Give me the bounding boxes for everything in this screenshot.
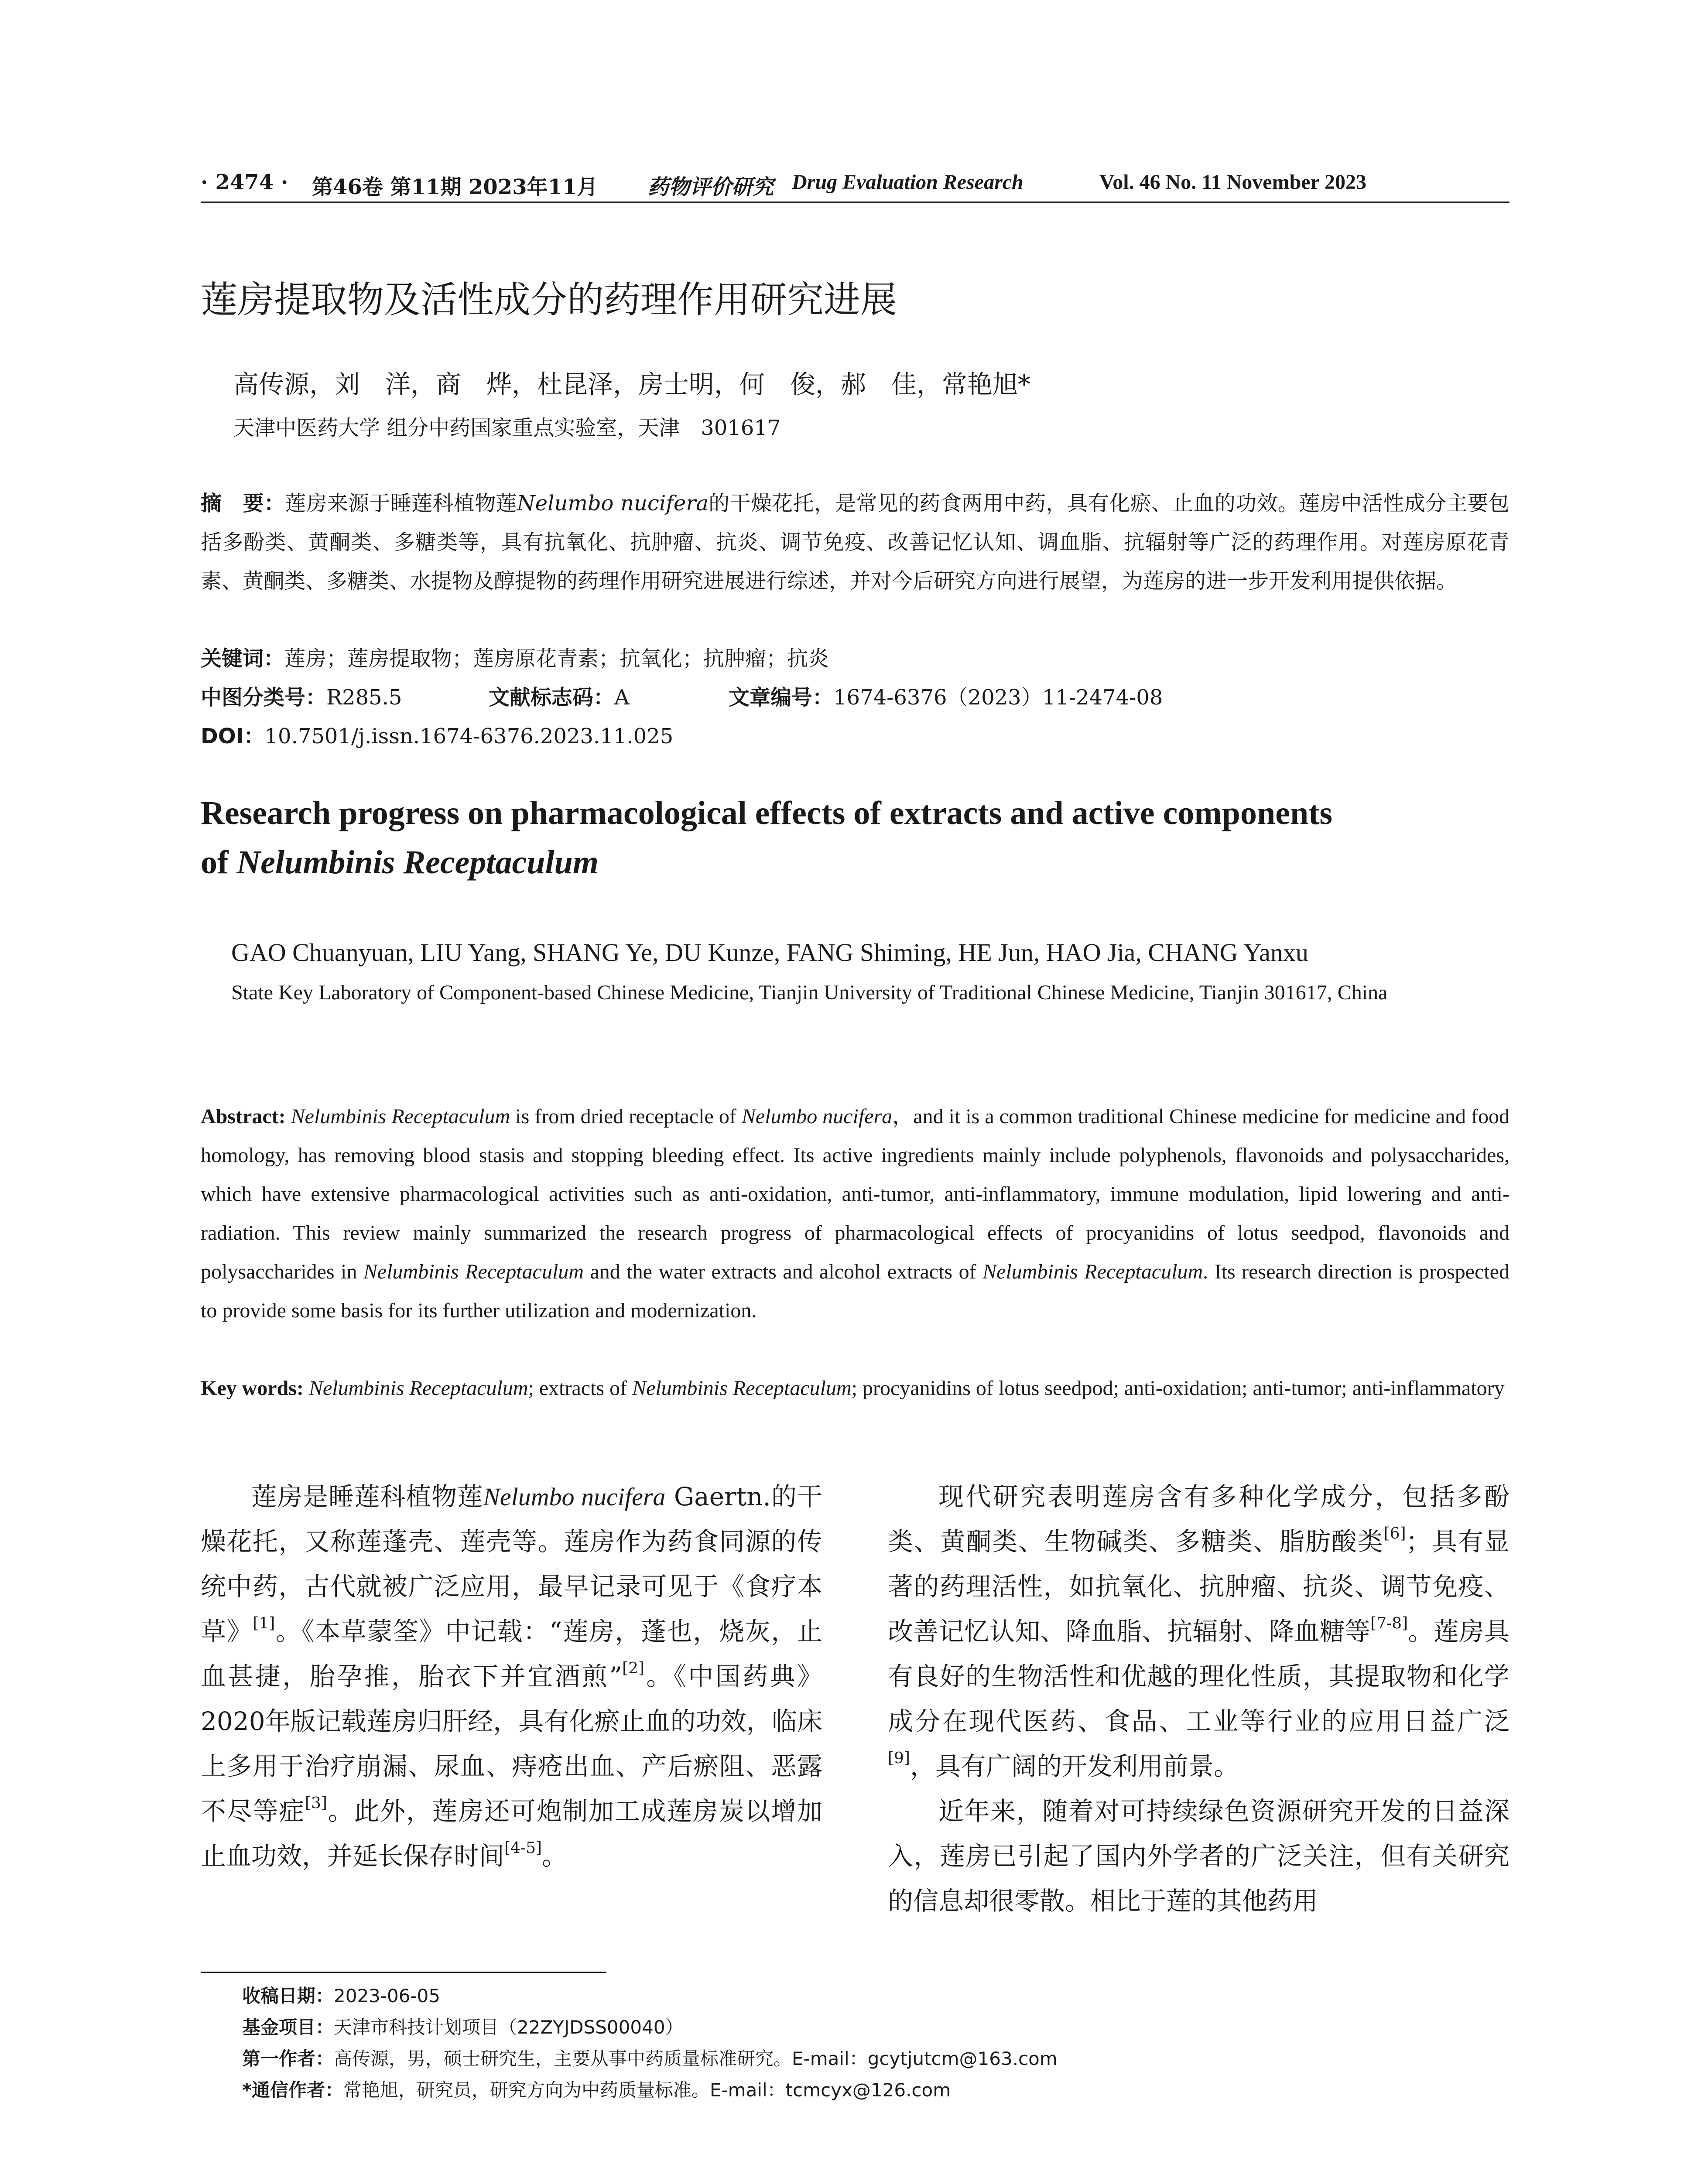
- clc-number: 中图分类号：R285.5: [201, 685, 402, 710]
- classification-line: [201, 678, 1509, 717]
- body-paragraph: 近年来，随着对可持续绿色资源研究开发的日益深入，莲房已引起了国内外学者的广泛关注，但有关研究的信息却很零散。相比于莲的其他药用: [888, 1796, 1509, 1916]
- body-paragraph: 莲房是睡莲科植物莲Nelumbo nucifera Gaertn.的干燥花托，又称莲蓬壳、莲壳等。莲房作为药食同源的传统中药，古代就被广泛应用，最早记录可见于《食疗本草》[1]。《本草蒙筌》中记载：“莲房，蓬也，烧灰，止血甚捷，胎孕推，胎衣下并宜酒煎”[2]。《中国药典》2020年版记载莲房归肝经，具有化瘀止血的功效，临床上多用于治疗崩漏、尿血、痔疮出血、产后瘀阻、恶露不尽等症[3]。此外，莲房还可炮制加工成莲房炭以增加止血功效，并延长保存时间[4-5]。: [201, 1482, 822, 1871]
- footnote-corresponding-author: *通信作者：常艳旭，研究员，研究方向为中药质量标准。E-mail：tcmcyx@126.com: [242, 2079, 951, 2101]
- footnote-received: 收稿日期：2023-06-05: [242, 1985, 441, 2007]
- footnote-rule: [201, 1972, 606, 1973]
- author-list-en: GAO Chuanyuan, LIU Yang, SHANG Ye, DU Kunze, FANG Shiming, HE Jun, HAO Jia, CHANG Yanxu: [231, 938, 1308, 967]
- body-column-right: [888, 1474, 1509, 1924]
- keywords-en: Key words: Nelumbinis Receptaculum; extracts of Nelumbinis Receptaculum; procyanidins of lotus seedpod; anti-oxidation; anti-tumor; anti-inflammatory: [201, 1377, 1505, 1400]
- article-title-en: Research progress on pharmacological effects of extracts and active components of Nelumbinis Receptaculum: [201, 795, 1333, 881]
- document-code: 文献标志码：A: [489, 685, 630, 710]
- citation-ref: [3]: [305, 1794, 327, 1812]
- citation-ref: [1]: [253, 1614, 275, 1633]
- abstract-zh: 摘 要：莲房来源于睡莲科植物莲Nelumbo nucifera的干燥花托，是常见的药食两用中药，具有化瘀、止血的功效。莲房中活性成分主要包括多酚类、黄酮类、多糖类等，具有抗氧化、抗肿瘤、抗炎、调节免疫、改善记忆认知、调血脂、抗辐射等广泛的药理作用。对莲房原花青素、黄酮类、多糖类、水提物及醇提物的药理作用研究进展进行综述，并对今后研究方向进行展望，为莲房的进一步开发利用提供依据。: [201, 491, 1509, 593]
- body-paragraph: 现代研究表明莲房含有多种化学成分，包括多酚类、黄酮类、生物碱类、多糖类、脂肪酸类[6]；具有显著的药理活性，如抗氧化、抗肿瘤、抗炎、调节免疫、改善记忆认知、降血脂、抗辐射、降血糖等[7-8]。莲房具有良好的生物活性和优越的理化性质，其提取物和化学成分在现代医药、食品、工业等行业的应用日益广泛[9]，具有广阔的开发利用前景。: [888, 1482, 1509, 1781]
- keywords-zh: 关键词：莲房；莲房提取物；莲房原花青素；抗氧化；抗肿瘤；抗炎: [201, 646, 829, 671]
- abstract-zh-label: 摘 要：: [201, 491, 285, 516]
- keywords-zh-label: 关键词：: [201, 646, 285, 671]
- citation-ref: [4-5]: [504, 1839, 542, 1857]
- article-title-zh: 莲房提取物及活性成分的药理作用研究进展: [201, 278, 897, 321]
- issue-info-zh: 第46卷 第11期 2023年11月: [312, 175, 598, 199]
- citation-ref: [2]: [622, 1659, 644, 1678]
- header-rule: [201, 202, 1509, 203]
- body-column-left: [201, 1474, 822, 1879]
- issue-info-en: Vol. 46 No. 11 November 2023: [1099, 171, 1366, 194]
- keywords-en-label: Key words:: [201, 1377, 304, 1400]
- journal-logo-zh: 药物评价研究: [648, 175, 774, 199]
- affiliation-zh: 天津中医药大学 组分中药国家重点实验室，天津 301617: [233, 416, 781, 440]
- running-header: [201, 170, 1509, 201]
- doi-label: DOI：: [201, 724, 265, 749]
- latin-name: Nelumbinis Receptaculum: [236, 844, 599, 881]
- affiliation-en: State Key Laboratory of Component-based Chinese Medicine, Tianjin University of Traditional Chinese Medicine, Tianjin 301617, China: [231, 981, 1388, 1004]
- journal-name-en: Drug Evaluation Research: [792, 171, 1023, 194]
- doi-value: 10.7501/j.issn.1674-6376.2023.11.025: [264, 724, 674, 749]
- author-list-zh: 高传源，刘 洋，商 烨，杜昆泽，房士明，何 俊，郝 佳，常艳旭*: [233, 369, 1031, 399]
- doi: [201, 717, 673, 756]
- footnote-first-author: 第一作者：高传源，男，硕士研究生，主要从事中药质量标准研究。E-mail：gcytjutcm@163.com: [242, 2048, 1058, 2069]
- citation-ref: [6]: [1383, 1525, 1406, 1543]
- species-name: Nelumbo nucifera: [517, 491, 709, 516]
- footnotes: [242, 1980, 1507, 2106]
- article-number: 文章编号：1674-6376（2023）11-2474-08: [729, 685, 1163, 710]
- page-number: · 2474 ·: [201, 170, 288, 195]
- abstract-en-label: Abstract:: [201, 1105, 286, 1128]
- citation-ref: [7-8]: [1370, 1614, 1408, 1633]
- footnote-fund: 基金项目：天津市科技计划项目（22ZYJDSS00040）: [242, 2017, 684, 2038]
- citation-ref: [9]: [888, 1749, 910, 1767]
- abstract-en: Abstract: Nelumbinis Receptaculum is from dried receptacle of Nelumbo nucifera，and it is a common traditional Chinese medicine for medicine and food homology, has removing blood stasis and stopping bleeding effect. Its active ingredients mainly include polyphenols, flavonoids and polysaccharides, which have extensive pharmacological activities such as anti-oxidation, anti-tumor, anti-inflammatory, immune modulation, lipid lowering and anti-radiation. This review mainly summarized the research progress of pharmacological effects of procyanidins of lotus seedpod, flavonoids and polysaccharides in Nelumbinis Receptaculum and the water extracts and alcohol extracts of Nelumbinis Receptaculum. Its research direction is prospected to provide some basis for its further utilization and modernization.: [201, 1105, 1510, 1322]
